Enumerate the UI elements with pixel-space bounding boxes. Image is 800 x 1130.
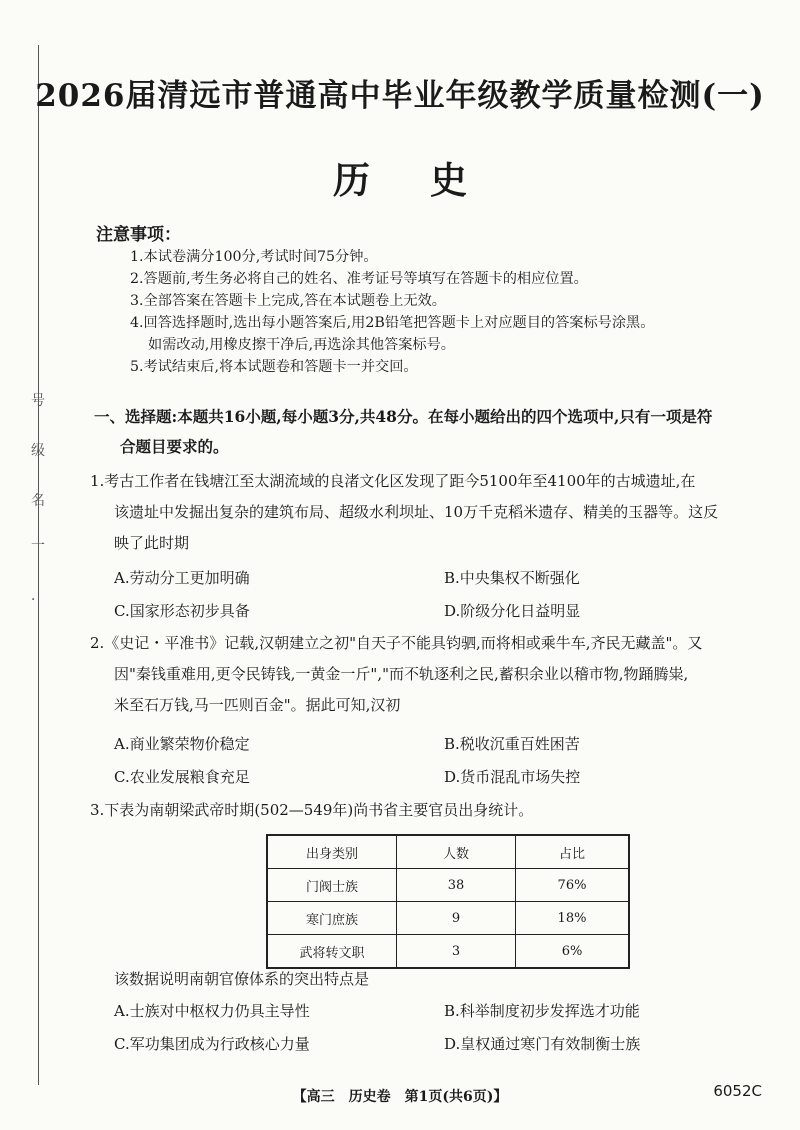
question-line: 2.《史记・平准书》记载,汉朝建立之初"自天子不能具钧驷,而将相或乘牛车,齐民无藏盖"。又 <box>90 634 703 652</box>
question-1 <box>90 466 790 559</box>
table-cell: 3 <box>397 935 516 969</box>
notes-list <box>130 246 790 378</box>
notes-title: 注意事项： <box>96 225 181 245</box>
binding-mark: 级 <box>31 443 45 459</box>
note-item: 4.回答选择题时,选出每小题答案后,用2B铅笔把答题卡上对应题目的答案标号涂黑。 <box>130 315 655 331</box>
option-c: C.国家形态初步具备 <box>114 602 250 620</box>
option-a: A.士族对中枢权力仍具主导性 <box>114 1002 310 1020</box>
option-d: D.阶级分化日益明显 <box>444 602 581 620</box>
question-3-options <box>114 995 774 1061</box>
table-cell: 9 <box>397 902 516 935</box>
note-item: 如需改动,用橡皮擦干净后,再选涂其他答案标号。 <box>148 337 455 353</box>
option-d: D.皇权通过寒门有效制衡士族 <box>444 1035 641 1053</box>
question-line: 映了此时期 <box>114 534 190 552</box>
question-3 <box>90 795 790 826</box>
paper-code: 6052C <box>713 1082 762 1100</box>
question-line: 该遗址中发掘出复杂的建筑布局、超级水利坝址、10万千克稻米遗存、精美的玉器等。这反 <box>114 503 719 521</box>
option-a: A.劳动分工更加明确 <box>114 569 250 587</box>
exam-title: 2026届清远市普通高中毕业年级教学质量检测(一) <box>35 78 765 114</box>
table-cell: 6% <box>516 935 630 969</box>
note-item: 3.全部答案在答题卡上完成,答在本试题卷上无效。 <box>130 293 446 309</box>
option-b: B.税收沉重百姓困苦 <box>444 735 580 753</box>
table-cell: 38 <box>397 869 516 902</box>
note-item: 1.本试卷满分100分,考试时间75分钟。 <box>130 249 378 265</box>
binding-mark: 名 <box>31 493 45 509</box>
option-d: D.货币混乱市场失控 <box>444 768 581 786</box>
statistics-table <box>266 834 630 969</box>
option-a: A.商业繁荣物价稳定 <box>114 735 250 753</box>
section-heading <box>94 402 784 462</box>
table-cell: 18% <box>516 902 630 935</box>
option-b: B.中央集权不断强化 <box>444 569 580 587</box>
binding-mark: 一 <box>31 538 45 554</box>
option-c: C.军功集团成为行政核心力量 <box>114 1035 310 1053</box>
question-line: 米至石万钱,马一匹则百金"。据此可知,汉初 <box>114 696 401 714</box>
table-header: 占比 <box>516 835 630 869</box>
table-header-row <box>267 835 629 869</box>
question-2-options <box>114 728 774 794</box>
section-line: 一、选择题:本题共16小题,每小题3分,共48分。在每小题给出的四个选项中,只有一项是符 <box>94 407 713 426</box>
question-2 <box>90 628 790 721</box>
table-header: 出身类别 <box>267 835 397 869</box>
question-line: 该数据说明南朝官僚体系的突出特点是 <box>114 970 370 988</box>
note-item: 5.考试结束后,将本试题卷和答题卡一并交回。 <box>130 359 418 375</box>
binding-mark: 号 <box>31 393 45 409</box>
table-header: 人数 <box>397 835 516 869</box>
note-item: 2.答题前,考生务必将自己的姓名、准考证号等填写在答题卡的相应位置。 <box>130 271 588 287</box>
page-footer: 【高三 历史卷 第1页(共6页)】 <box>292 1089 508 1105</box>
table-cell: 寒门庶族 <box>267 902 397 935</box>
binding-mark: ． <box>31 588 45 604</box>
table-cell: 门阀士族 <box>267 869 397 902</box>
question-line: 因"秦钱重难用,更令民铸钱,一黄金一斤","而不轨逐利之民,蓄积余业以稽市物,物踊腾粜, <box>114 665 689 683</box>
table-row <box>267 869 629 902</box>
question-1-options <box>114 562 774 628</box>
table-row <box>267 902 629 935</box>
question-line: 1.考古工作者在钱塘江至太湖流域的良渚文化区发现了距今5100年至4100年的古城遗址,在 <box>90 472 696 490</box>
table-cell: 76% <box>516 869 630 902</box>
subject-title: 历史 <box>333 158 527 202</box>
section-line: 合题目要求的。 <box>120 437 229 456</box>
table-cell: 武将转文职 <box>267 935 397 969</box>
option-c: C.农业发展粮食充足 <box>114 768 250 786</box>
question-stem: 3.下表为南朝梁武帝时期(502—549年)尚书省主要官员出身统计。 <box>90 801 534 819</box>
table-row <box>267 935 629 969</box>
option-b: B.科举制度初步发挥选才功能 <box>444 1002 640 1020</box>
question-3-followup <box>114 964 800 995</box>
